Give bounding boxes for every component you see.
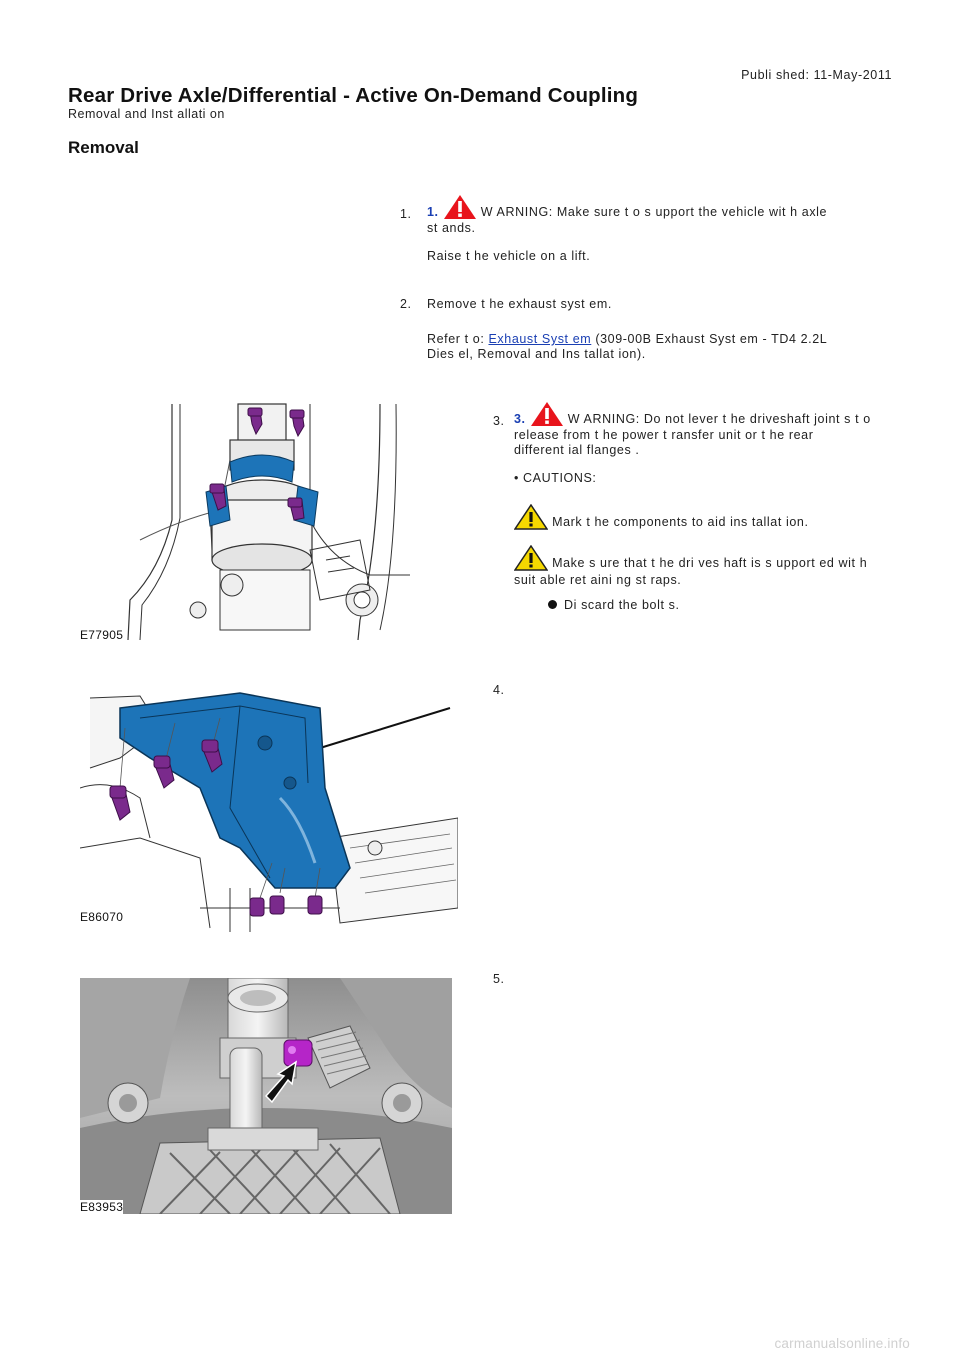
step-3-warning: [514, 401, 934, 427]
bullet-dot-icon: [548, 600, 557, 609]
published-date: Publi shed: 11-May-2011: [741, 68, 892, 82]
exhaust-system-link[interactable]: Exhaust Syst em: [488, 332, 592, 346]
step-1-warning: [427, 194, 877, 220]
step-1-warning-line1: W ARNING: Make sure t o s upport the vehicle wit h axle: [476, 205, 828, 219]
step-3-warning-line3: different ial flanges .: [514, 443, 640, 457]
step-3-warning-line2: release from t he power t ransfer unit or t he rear: [514, 428, 814, 442]
caution-2-text-line2: suit able ret aini ng st raps.: [514, 573, 682, 587]
step-4-number: 4.: [493, 683, 505, 697]
step-3-number: 3.: [493, 414, 505, 428]
step-1-warning-line2: st ands.: [427, 221, 476, 235]
caution-1-text: Mark t he components to aid ins tallat ion.: [548, 515, 809, 529]
step-1-instruction: Raise t he vehicle on a lift.: [427, 249, 591, 263]
step-2-instruction: Remove t he exhaust syst em.: [427, 297, 612, 311]
warning-triangle-icon: [530, 401, 564, 427]
figure-label-e77905: E77905: [80, 628, 124, 642]
warning-triangle-icon: [443, 194, 477, 220]
driveshaft-illustration: [80, 400, 458, 644]
step-2-refer-suffix: (309-00B Exhaust Syst em - TD4 2.2L: [591, 332, 828, 346]
caution-1: [514, 504, 934, 530]
figure-label-e83953: E83953: [80, 1200, 124, 1214]
step-3-warning-line1: W ARNING: Do not lever t he driveshaft joint s t o: [563, 412, 871, 426]
section-heading: Removal: [68, 138, 139, 157]
step-2-refer: [427, 332, 877, 347]
shield-panel-illustration: [80, 688, 458, 932]
step-5-number: 5.: [493, 972, 505, 986]
step-2-number: 2.: [400, 297, 412, 311]
page-title: Rear Drive Axle/Differential - Active On-Demand Coupling: [68, 84, 639, 107]
caution-2-text-line1: Make s ure that t he dri ves haft is s upport ed wit h: [548, 556, 868, 570]
caution-2: [514, 545, 934, 571]
step-3-bullet: Di scard the bolt s.: [564, 598, 680, 612]
step-1-lead: 1.: [427, 205, 439, 219]
step-2-refer-line2: Dies el, Removal and Ins tallat ion).: [427, 347, 646, 361]
caution-triangle-icon: [514, 504, 548, 530]
step-2-refer-prefix: Refer t o:: [427, 332, 489, 346]
figure-label-e86070: E86070: [80, 910, 124, 924]
watermark: carmanualsonline.info: [774, 1336, 910, 1351]
step-1-number: 1.: [400, 207, 412, 221]
cautions-heading: • CAUTIONS:: [514, 471, 597, 485]
step-3-lead: 3.: [514, 412, 526, 426]
caution-triangle-icon: [514, 545, 548, 571]
coupling-solenoid-photo: [80, 978, 452, 1214]
figure-e86070: [80, 688, 458, 932]
figure-e83953: [80, 978, 452, 1214]
figure-e77905: [80, 400, 458, 644]
page-subtitle: Removal and Inst allati on: [68, 107, 225, 121]
